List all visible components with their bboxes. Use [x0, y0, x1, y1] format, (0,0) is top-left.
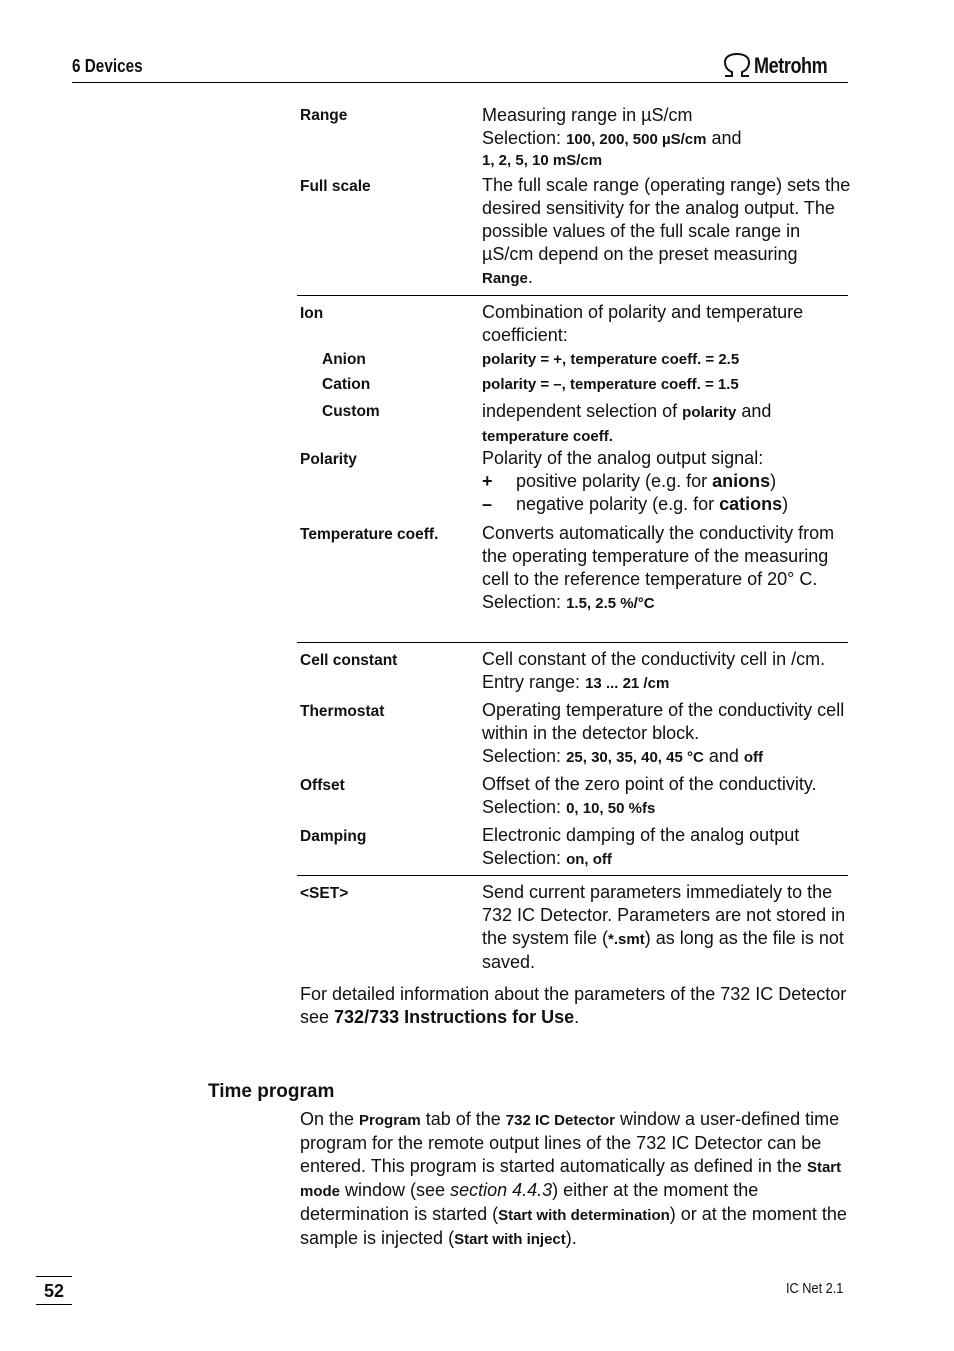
omega-icon — [722, 52, 752, 78]
section-heading: Time program — [208, 1081, 335, 1102]
param-label: Range — [300, 107, 348, 124]
param-label: Custom — [322, 403, 380, 420]
param-description: polarity = –, temperature coeff. = 1.5 — [482, 376, 739, 393]
param-label: Anion — [322, 351, 366, 368]
param-label: Cell constant — [300, 652, 398, 669]
footer-product: IC Net 2.1 — [786, 1280, 844, 1297]
param-description: Polarity of the analog output signal: + positive polarity (e.g. for anions) – negative polarity (e.g. for cations) — [482, 447, 852, 516]
chapter-header: 6 Devices — [72, 56, 143, 76]
param-description: The full scale range (operating range) sets the desired sensitivity for the analog output. The possible values of the full scale range in µS/cm depend on the preset measuring Range. — [482, 175, 851, 287]
param-description: Offset of the zero point of the conductivity. Selection: 0, 10, 50 %fs — [482, 774, 817, 817]
list-item: – negative polarity (e.g. for cations) — [482, 494, 789, 514]
param-description: Converts automatically the conductivity from the operating temperature of the measuring cell to the reference temperature of 20° C. Selection: 1.5, 2.5 %/°C — [482, 523, 835, 612]
info-paragraph: For detailed information about the parameters of the 732 IC Detector see 732/733 Instructions for Use. — [300, 984, 847, 1027]
param-label: Temperature coeff. — [300, 526, 439, 543]
param-label: Full scale — [300, 178, 371, 195]
list-item: + positive polarity (e.g. for anions) — [482, 471, 777, 491]
param-label: Offset — [300, 777, 345, 794]
param-description: Cell constant of the conductivity cell in /cm. Entry range: 13 ... 21 /cm — [482, 649, 826, 692]
param-description: Operating temperature of the conductivity cell within in the detector block. Selection: 25, 30, 35, 40, 45 °C and off — [482, 700, 845, 766]
param-label: <SET> — [300, 885, 349, 902]
section-divider — [297, 295, 848, 296]
param-label: Thermostat — [300, 703, 385, 720]
param-label: Polarity — [300, 451, 357, 468]
param-description: independent selection of polarity and temperature coeff. — [482, 401, 772, 445]
section-divider — [297, 642, 848, 643]
time-program-paragraph: On the Program tab of the 732 IC Detector window a user-defined time program for the remote output lines of the 732 IC Detector can be entered. This program is started automatically as defined in the Start mode window (see section 4.4.3) either at the moment the determination is started (Start with determination) or at the moment the sample is injected (Start with inject). — [300, 1109, 847, 1248]
header-rule — [72, 82, 848, 83]
metrohm-logo — [722, 52, 846, 80]
brand-name: Metrohm — [754, 53, 828, 78]
param-description: polarity = +, temperature coeff. = 2.5 — [482, 351, 740, 368]
param-description: Measuring range in µS/cm Selection: 100, 200, 500 µS/cm and 1, 2, 5, 10 mS/cm — [482, 105, 742, 169]
param-label: Cation — [322, 376, 371, 393]
page-number: 52 — [36, 1278, 72, 1305]
param-label: Ion — [300, 305, 324, 322]
page-number-rule — [36, 1276, 72, 1277]
param-label: Damping — [300, 828, 367, 845]
section-divider — [297, 875, 848, 876]
param-description: Send current parameters immediately to the 732 IC Detector. Parameters are not stored in the system file (*.smt) as long as the file is not saved. — [482, 882, 846, 972]
param-description: Combination of polarity and temperature coefficient: — [482, 302, 804, 345]
param-description: Electronic damping of the analog output Selection: on, off — [482, 825, 800, 868]
